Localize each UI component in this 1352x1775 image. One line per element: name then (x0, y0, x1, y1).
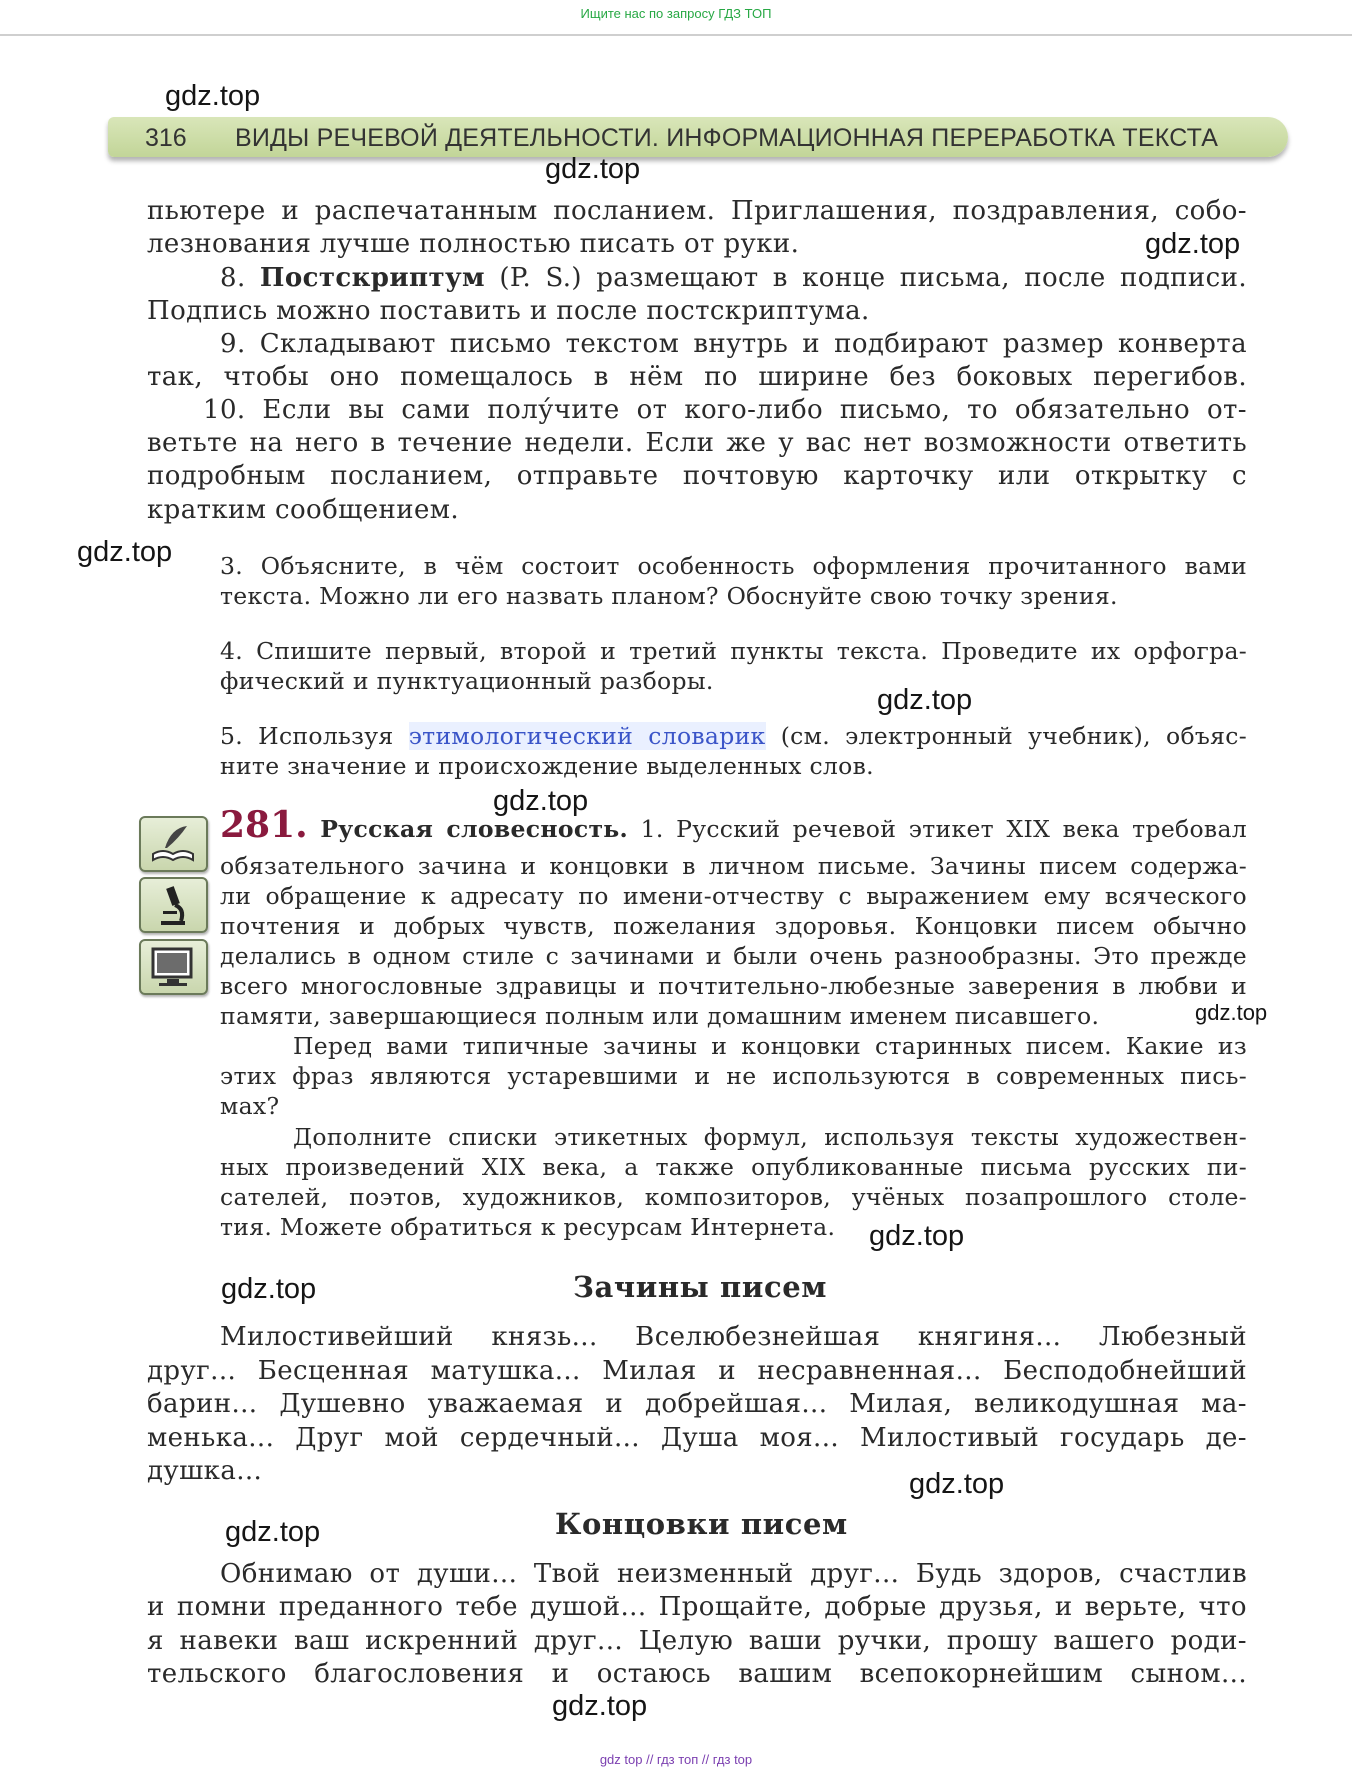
exercise-281-first-line: 281. Русская словесность. 1. Русский речевой этикет XIX века требовал (220, 804, 1247, 846)
closings-line: я навеки ваш искренний друг... Целую ваши ручки, прошу вашего роди- (147, 1626, 1247, 1656)
chapter-title: ВИДЫ РЕЧЕВОЙ ДЕЯТЕЛЬНОСТИ. ИНФОРМАЦИОННАЯ ПЕРЕРАБОТКА ТЕКСТА (235, 124, 1219, 152)
etymological-dictionary-link[interactable]: этимологический словарик (408, 722, 766, 750)
watermark: gdz.top (877, 684, 973, 716)
exercise-line: мах? (220, 1092, 280, 1120)
body-line: так, чтобы оно помещалось в нём по ширине без боковых перегибов. (147, 362, 1247, 392)
exercise-line: сателей, поэтов, художников, композиторов, учёных позапрошлого столе- (220, 1183, 1247, 1211)
openings-line: Милостивейший князь... Вселюбезнейшая княгиня... Любезный (220, 1322, 1247, 1352)
term-postscript: Постскриптум (259, 263, 485, 293)
top-notice: Ищите нас по запросу ГДЗ ТОП (580, 6, 772, 21)
exercise-number: 281. (220, 804, 308, 846)
watermark: gdz.top (165, 80, 261, 112)
task-4-line: фический и пунктуационный разборы. (220, 667, 714, 695)
closings-heading: Концовки писем (555, 1507, 848, 1541)
openings-line: друг... Бесценная матушка... Милая и несравненная... Бесподобнейший (147, 1356, 1247, 1386)
task-4-line: 4. Спишите первый, второй и третий пункты текста. Проведите их орфогра- (220, 637, 1247, 665)
task-3-line: текста. Можно ли его назвать планом? Обоснуйте свою точку зрения. (220, 582, 1118, 610)
exercise-line: почтения и добрых чувств, пожелания здоровья. Концовки писем обычно (220, 912, 1247, 940)
closings-line: и помни преданного тебе душой... Прощайте, добрые друзья, и верьте, что (147, 1592, 1247, 1622)
watermark: gdz.top (77, 536, 173, 568)
watermark: gdz.top (493, 785, 589, 817)
exercise-line: тия. Можете обратиться к ресурсам Интернета. (220, 1213, 836, 1241)
body-line: лезнования лучше полностью писать от руки. (147, 229, 800, 259)
book-icon (139, 816, 208, 872)
exercise-line: всего многословные здравицы и почтительно-любезные заверения в любви и (220, 972, 1247, 1000)
task-3-line: 3. Объясните, в чём состоит особенность оформления прочитанного вами (220, 552, 1247, 580)
paragraph-8: 8. Постскриптум (P. S.) размещают в конце письма, после подписи. (220, 263, 1247, 293)
task-5-line: 5. Используя этимологический словарик (см. электронный учебник), объяс- (220, 722, 1248, 750)
exercise-line: ных произведений XIX века, а также опубликованные письма русских пи- (220, 1153, 1247, 1181)
watermark: gdz.top (909, 1468, 1005, 1500)
microscope-icon (139, 877, 208, 933)
body-line: 10. Если вы сами полу́чите от кого-либо письмо, то обязательно от- (203, 395, 1247, 425)
body-line: кратким сообщением. (147, 495, 460, 525)
watermark: gdz.top (545, 153, 641, 185)
watermark: gdz.top (552, 1690, 648, 1722)
exercise-line: делались в одном стиле с зачинами и были очень разнообразны. Это прежде (220, 942, 1247, 970)
exercise-line: Перед вами типичные зачины и концовки старинных писем. Какие из (293, 1032, 1247, 1060)
body-line: Подпись можно поставить и после постскриптума. (147, 296, 870, 326)
openings-heading: Зачины писем (573, 1270, 828, 1304)
exercise-line: обязательного зачина и концовки в личном письме. Зачины писем содержа- (220, 852, 1247, 880)
page-number: 316 (145, 124, 187, 152)
body-line: 9. Складывают письмо текстом внутрь и подбирают размер конверта (220, 329, 1247, 359)
body-line: пьютере и распечатанным посланием. Приглашения, поздравления, собо- (147, 196, 1247, 226)
exercise-line: ли обращение к адресату по имени-отчеству с выражением ему всяческого (220, 882, 1247, 910)
body-line: подробным посланием, отправьте почтовую карточку или открытку с (147, 461, 1247, 491)
task-5-line: ните значение и происхождение выделенных слов. (220, 752, 874, 780)
watermark: gdz.top (221, 1273, 317, 1305)
closings-line: Обнимаю от души... Твой неизменный друг... Будь здоров, счастлив (220, 1559, 1247, 1589)
openings-line: менька... Друг мой сердечный... Душа моя... Милостивый государь де- (147, 1423, 1247, 1453)
watermark: gdz.top (1195, 1000, 1268, 1025)
body-line: ветьте на него в течение недели. Если же у вас нет возможности ответить (147, 428, 1247, 458)
watermark: gdz.top (869, 1220, 965, 1252)
exercise-line: этих фраз являются устаревшими и не используются в современных пись- (220, 1062, 1247, 1090)
watermark: gdz.top (225, 1516, 321, 1548)
footer-note: gdz top // гдз топ // гдз top (599, 1752, 753, 1767)
openings-line: барин... Душевно уважаемая и добрейшая... Милая, великодушная ма- (147, 1389, 1247, 1419)
openings-line: душка... (147, 1456, 263, 1486)
top-divider (0, 34, 1352, 36)
exercise-line: Дополните списки этикетных формул, используя тексты художествен- (293, 1123, 1247, 1151)
computer-icon (139, 939, 208, 995)
closings-line: тельского благословения и остаюсь вашим всепокорнейшим сыном... (147, 1659, 1247, 1689)
exercise-title: Русская словесность. (320, 815, 629, 843)
exercise-line: памяти, завершающиеся полным или домашним именем писавшего. (220, 1002, 1100, 1030)
watermark: gdz.top (1145, 228, 1241, 260)
